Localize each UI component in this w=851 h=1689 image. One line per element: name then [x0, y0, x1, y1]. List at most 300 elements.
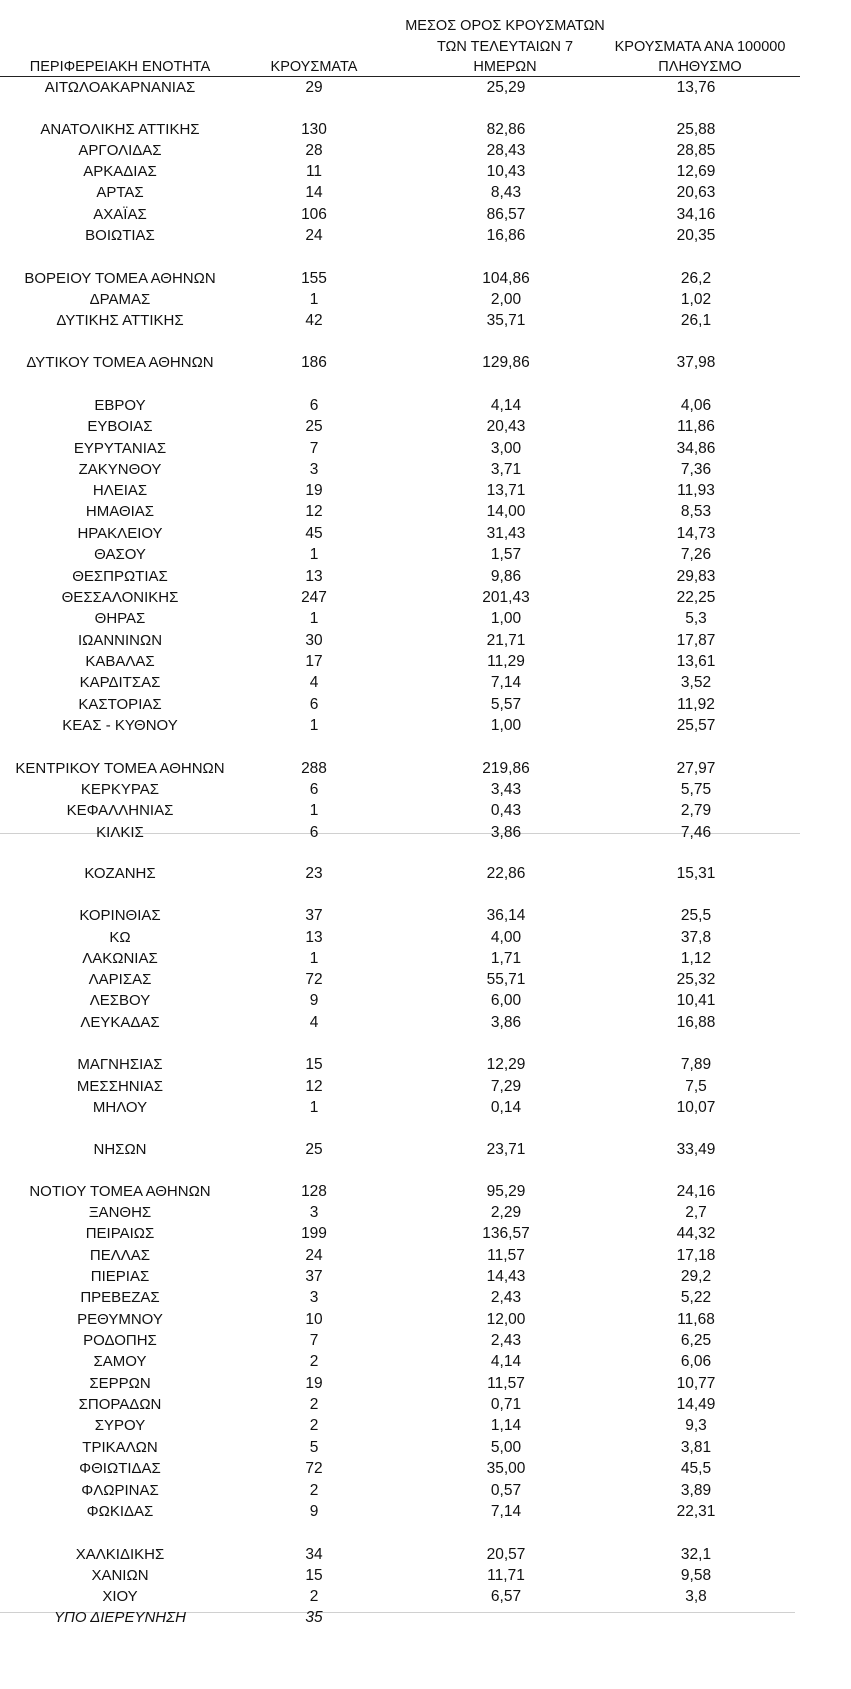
- cases-cell: 6: [309, 781, 319, 798]
- region-cell: ΘΑΣΟΥ: [94, 546, 146, 563]
- cases-cell: 155: [301, 270, 327, 287]
- avg7-cell: 2,43: [490, 1289, 522, 1306]
- avg7-cell: 0,57: [490, 1482, 522, 1499]
- cases-cell: 9: [309, 992, 319, 1009]
- region-cell: ΥΠΟ ΔΙΕΡΕΥΝΗΣΗ: [54, 1609, 186, 1626]
- region-cell: ΗΛΕΙΑΣ: [92, 482, 148, 499]
- per100k-cell: 4,06: [680, 397, 712, 414]
- cases-cell: 1: [309, 546, 319, 563]
- table-row: [0, 673, 800, 693]
- cases-cell: 6: [309, 696, 319, 713]
- table-row: [0, 823, 800, 843]
- region-cell: ΛΕΥΚΑΔΑΣ: [80, 1014, 160, 1031]
- avg7-cell: 9,86: [490, 568, 522, 585]
- region-cell: ΦΘΙΩΤΙΔΑΣ: [79, 1460, 161, 1477]
- avg7-cell: 0,43: [490, 802, 522, 819]
- avg7-cell: 20,57: [486, 1546, 526, 1563]
- table-row: [0, 1416, 800, 1436]
- per100k-cell: 17,18: [676, 1247, 716, 1264]
- region-cell: ΚΙΛΚΙΣ: [96, 824, 144, 841]
- per100k-cell: 7,5: [685, 1078, 707, 1095]
- cases-cell: 45: [305, 525, 323, 542]
- per100k-cell: 8,53: [680, 503, 712, 520]
- region-cell: ΚΑΡΔΙΤΣΑΣ: [79, 674, 161, 691]
- table-row: [0, 928, 800, 948]
- cases-cell: 2: [309, 1588, 319, 1605]
- avg7-cell: 35,00: [486, 1460, 526, 1477]
- region-cell: ΜΕΣΣΗΝΙΑΣ: [76, 1078, 164, 1095]
- cases-cell: 288: [301, 760, 327, 777]
- per100k-cell: 25,88: [676, 121, 716, 138]
- table-row: [0, 780, 800, 800]
- avg7-cell: 11,29: [487, 653, 525, 670]
- avg7-cell: 86,57: [486, 206, 526, 223]
- avg7-cell: 12,29: [486, 1056, 526, 1073]
- per100k-cell: 2,7: [685, 1204, 707, 1221]
- avg7-cell: 2,43: [490, 1332, 522, 1349]
- table-row: [0, 1438, 800, 1458]
- region-cell: ΒΟΡΕΙΟΥ ΤΟΜΕΑ ΑΘΗΝΩΝ: [24, 270, 216, 287]
- cases-cell: 2: [309, 1482, 319, 1499]
- table-row: [0, 1203, 800, 1223]
- per100k-cell: 12,69: [676, 163, 716, 180]
- per100k-cell: 44,32: [676, 1225, 716, 1242]
- avg7-cell: 14,00: [486, 503, 526, 520]
- avg7-cell: 55,71: [486, 971, 526, 988]
- per100k-cell: 5,75: [680, 781, 712, 798]
- header-per100k-line1: ΚΡΟΥΣΜΑΤΑ ΑΝΑ 100000: [614, 39, 786, 55]
- cases-cell: 29: [305, 79, 323, 96]
- per100k-cell: 5,3: [685, 610, 707, 627]
- per100k-cell: 11,86: [677, 418, 715, 435]
- region-cell: ΚΑΒΑΛΑΣ: [85, 653, 155, 670]
- cases-cell: 6: [309, 397, 319, 414]
- table-row: [0, 524, 800, 544]
- table-row: [0, 120, 800, 140]
- table-row: [0, 991, 800, 1011]
- cases-cell: 17: [305, 653, 323, 670]
- avg7-cell: 28,43: [486, 142, 526, 159]
- cases-cell: 24: [305, 1247, 323, 1264]
- region-cell: ΘΕΣΠΡΩΤΙΑΣ: [72, 568, 168, 585]
- per100k-cell: 25,5: [680, 907, 712, 924]
- region-cell: ΠΡΕΒΕΖΑΣ: [80, 1289, 160, 1306]
- per100k-cell: 37,8: [680, 929, 712, 946]
- region-cell: ΗΡΑΚΛΕΙΟΥ: [77, 525, 163, 542]
- table-row: [0, 1352, 800, 1372]
- table-row: [0, 183, 800, 203]
- avg7-cell: 3,71: [490, 461, 522, 478]
- cases-cell: 12: [305, 1078, 323, 1095]
- region-cell: ΗΜΑΘΙΑΣ: [85, 503, 155, 520]
- cases-cell: 25: [305, 1141, 323, 1158]
- per100k-cell: 13,76: [676, 79, 716, 96]
- region-cell: ΝΟΤΙΟΥ ΤΟΜΕΑ ΑΘΗΝΩΝ: [29, 1183, 211, 1200]
- region-cell: ΔΡΑΜΑΣ: [89, 291, 151, 308]
- cases-cell: 25: [305, 418, 323, 435]
- region-cell: ΦΩΚΙΔΑΣ: [86, 1503, 154, 1520]
- region-cell: ΑΝΑΤΟΛΙΚΗΣ ΑΤΤΙΚΗΣ: [40, 121, 200, 138]
- avg7-cell: 3,43: [490, 781, 522, 798]
- region-cell: ΠΕΙΡΑΙΩΣ: [85, 1225, 155, 1242]
- region-cell: ΤΡΙΚΑΛΩΝ: [82, 1439, 158, 1456]
- per100k-cell: 24,16: [676, 1183, 716, 1200]
- table-row: [0, 417, 800, 437]
- cases-cell: 1: [309, 717, 319, 734]
- cases-cell: 6: [309, 824, 319, 841]
- cases-cell: 2: [309, 1353, 319, 1370]
- cases-cell: 4: [309, 1014, 319, 1031]
- region-cell: ΝΗΣΩΝ: [93, 1141, 147, 1158]
- region-cell: ΜΗΛΟΥ: [92, 1099, 148, 1116]
- per100k-cell: 11,92: [677, 696, 715, 713]
- table-row: [0, 759, 800, 779]
- avg7-cell: 2,00: [490, 291, 522, 308]
- table-row: [0, 1310, 800, 1330]
- table-row: [0, 1246, 800, 1266]
- table-row: [0, 1267, 800, 1287]
- region-cell: ΑΡΚΑΔΙΑΣ: [83, 163, 157, 180]
- avg7-cell: 35,71: [486, 312, 526, 329]
- per100k-cell: 10,41: [676, 992, 716, 1009]
- avg7-cell: 7,14: [490, 674, 522, 691]
- region-cell: ΚΕΡΚΥΡΑΣ: [80, 781, 160, 798]
- region-cell: ΔΥΤΙΚΗΣ ΑΤΤΙΚΗΣ: [56, 312, 184, 329]
- avg7-cell: 12,00: [486, 1311, 526, 1328]
- cases-cell: 130: [301, 121, 327, 138]
- per100k-cell: 7,36: [680, 461, 712, 478]
- cases-cell: 1: [309, 802, 319, 819]
- per100k-cell: 6,25: [680, 1332, 712, 1349]
- avg7-cell: 5,57: [490, 696, 522, 713]
- table-row: [0, 631, 800, 651]
- per100k-cell: 32,1: [680, 1546, 712, 1563]
- table-row: [0, 567, 800, 587]
- avg7-cell: 3,86: [490, 824, 522, 841]
- cases-cell: 2: [309, 1396, 319, 1413]
- avg7-cell: 7,29: [490, 1078, 522, 1095]
- avg7-cell: 1,71: [490, 950, 522, 967]
- region-cell: ΣΥΡΟΥ: [94, 1417, 146, 1434]
- per100k-cell: 3,8: [685, 1588, 707, 1605]
- region-cell: ΑΧΑΪΑΣ: [93, 206, 147, 223]
- table-row: [0, 1502, 800, 1522]
- table-row: [0, 716, 800, 736]
- avg7-cell: 4,00: [490, 929, 522, 946]
- region-cell: ΕΥΡΥΤΑΝΙΑΣ: [73, 440, 167, 457]
- avg7-cell: 20,43: [486, 418, 526, 435]
- avg7-cell: 5,00: [490, 1439, 522, 1456]
- table-row: [0, 1077, 800, 1097]
- region-cell: ΦΛΩΡΙΝΑΣ: [81, 1482, 159, 1499]
- per100k-cell: 13,61: [676, 653, 716, 670]
- table-row: [0, 1608, 800, 1628]
- avg7-cell: 25,29: [486, 79, 526, 96]
- cases-cell: 3: [309, 461, 319, 478]
- table-row: [0, 141, 800, 161]
- cases-cell: 19: [305, 482, 323, 499]
- region-cell: ΛΕΣΒΟΥ: [89, 992, 151, 1009]
- per100k-cell: 29,2: [680, 1268, 712, 1285]
- region-cell: ΚΕΦΑΛΛΗΝΙΑΣ: [66, 802, 174, 819]
- per100k-cell: 26,2: [680, 270, 712, 287]
- avg7-cell: 1,14: [490, 1417, 522, 1434]
- region-cell: ΡΟΔΟΠΗΣ: [83, 1332, 157, 1349]
- per100k-cell: 22,25: [676, 589, 716, 606]
- per100k-cell: 33,49: [676, 1141, 716, 1158]
- per100k-cell: 34,86: [676, 440, 716, 457]
- avg7-cell: 6,57: [490, 1588, 522, 1605]
- table-row: [0, 1459, 800, 1479]
- per100k-cell: 20,63: [676, 184, 716, 201]
- table-row: [0, 1566, 800, 1586]
- per100k-cell: 9,58: [680, 1567, 712, 1584]
- per100k-cell: 6,06: [680, 1353, 712, 1370]
- avg7-cell: 11,57: [487, 1247, 525, 1264]
- cases-cell: 106: [301, 206, 327, 223]
- per100k-cell: 14,73: [676, 525, 716, 542]
- per100k-cell: 7,89: [680, 1056, 712, 1073]
- avg7-cell: 0,14: [490, 1099, 522, 1116]
- region-cell: ΣΠΟΡΑΔΩΝ: [78, 1396, 162, 1413]
- avg7-cell: 11,57: [487, 1375, 525, 1392]
- region-cell: ΧΙΟΥ: [102, 1588, 138, 1605]
- avg7-cell: 16,86: [486, 227, 526, 244]
- region-cell: ΚΟΖΑΝΗΣ: [84, 865, 156, 882]
- avg7-cell: 3,86: [490, 1014, 522, 1031]
- region-cell: ΕΥΒΟΙΑΣ: [87, 418, 153, 435]
- cases-cell: 4: [309, 674, 319, 691]
- avg7-cell: 3,00: [490, 440, 522, 457]
- avg7-cell: 8,43: [490, 184, 522, 201]
- per100k-cell: 37,98: [676, 354, 716, 371]
- avg7-cell: 95,29: [486, 1183, 526, 1200]
- per100k-cell: 7,26: [680, 546, 712, 563]
- per100k-cell: 9,3: [685, 1417, 707, 1434]
- region-cell: ΘΕΣΣΑΛΟΝΙΚΗΣ: [61, 589, 179, 606]
- cases-cell: 15: [305, 1056, 323, 1073]
- region-cell: ΚΟΡΙΝΘΙΑΣ: [79, 907, 161, 924]
- cases-cell: 199: [301, 1225, 327, 1242]
- per100k-cell: 1,12: [680, 950, 712, 967]
- avg7-cell: 1,00: [490, 610, 522, 627]
- cases-cell: 1: [309, 291, 319, 308]
- region-cell: ΣΑΜΟΥ: [93, 1353, 147, 1370]
- per100k-cell: 11,93: [677, 482, 715, 499]
- per100k-cell: 1,02: [680, 291, 712, 308]
- cases-cell: 34: [305, 1546, 323, 1563]
- table-row: [0, 1395, 800, 1415]
- table-row: [0, 949, 800, 969]
- cases-cell: 3: [309, 1204, 319, 1221]
- table-row: [0, 1587, 800, 1607]
- region-cell: ΑΡΤΑΣ: [96, 184, 144, 201]
- avg7-cell: 104,86: [482, 270, 530, 287]
- cases-cell: 1: [309, 950, 319, 967]
- cases-cell: 247: [301, 589, 327, 606]
- cases-cell: 37: [305, 1268, 323, 1285]
- table-row: [0, 290, 800, 310]
- region-cell: ΧΑΝΙΩΝ: [91, 1567, 149, 1584]
- avg7-cell: 219,86: [482, 760, 530, 777]
- region-cell: ΒΟΙΩΤΙΑΣ: [85, 227, 155, 244]
- table-row: [0, 1288, 800, 1308]
- table-row: [0, 353, 800, 373]
- cases-cell: 28: [305, 142, 323, 159]
- header-avg7-line3: ΗΜΕΡΩΝ: [473, 59, 537, 75]
- avg7-cell: 82,86: [486, 121, 526, 138]
- avg7-cell: 22,86: [486, 865, 526, 882]
- header-per100k-line2: ΠΛΗΘΥΣΜΟ: [658, 59, 742, 75]
- cases-cell: 1: [309, 1099, 319, 1116]
- header-avg7-line1: ΜΕΣΟΣ ΟΡΟΣ ΚΡΟΥΣΜΑΤΩΝ: [405, 18, 605, 34]
- per100k-cell: 5,22: [680, 1289, 712, 1306]
- region-cell: ΞΑΝΘΗΣ: [88, 1204, 152, 1221]
- region-cell: ΕΒΡΟΥ: [94, 397, 146, 414]
- table-row: [0, 906, 800, 926]
- per100k-cell: 7,46: [680, 824, 712, 841]
- region-cell: ΖΑΚΥΝΘΟΥ: [78, 461, 162, 478]
- per100k-cell: 3,81: [680, 1439, 712, 1456]
- table-row: [0, 396, 800, 416]
- table-row: [0, 269, 800, 289]
- avg7-cell: 23,71: [486, 1141, 526, 1158]
- per100k-cell: 22,31: [676, 1503, 716, 1520]
- cases-cell: 7: [309, 440, 319, 457]
- per100k-cell: 16,88: [676, 1014, 716, 1031]
- header-region: ΠΕΡΙΦΕΡΕΙΑΚΗ ΕΝΟΤΗΤΑ: [29, 59, 211, 75]
- region-cell: ΑΙΤΩΛΟΑΚΑΡΝΑΝΙΑΣ: [44, 79, 196, 96]
- per100k-cell: 45,5: [680, 1460, 712, 1477]
- region-cell: ΚΩ: [109, 929, 131, 946]
- per100k-cell: 28,85: [676, 142, 716, 159]
- table-row: [0, 311, 800, 331]
- table-row: [0, 1545, 800, 1565]
- avg7-cell: 36,14: [486, 907, 526, 924]
- region-cell: ΧΑΛΚΙΔΙΚΗΣ: [75, 1546, 165, 1563]
- table-row: [0, 652, 800, 672]
- table-row: [0, 609, 800, 629]
- cases-cell: 72: [305, 1460, 323, 1477]
- table-row: [0, 1182, 800, 1202]
- table-row: [0, 1055, 800, 1075]
- cases-cell: 19: [305, 1375, 323, 1392]
- avg7-cell: 4,14: [490, 1353, 522, 1370]
- per100k-cell: 15,31: [676, 865, 716, 882]
- cases-cell: 13: [305, 568, 323, 585]
- table-row: [0, 801, 800, 821]
- per100k-cell: 2,79: [680, 802, 712, 819]
- cases-cell: 128: [301, 1183, 327, 1200]
- cases-cell: 13: [305, 929, 323, 946]
- per100k-cell: 27,97: [676, 760, 716, 777]
- region-cell: ΡΕΘΥΜΝΟΥ: [77, 1311, 163, 1328]
- cases-cell: 9: [309, 1503, 319, 1520]
- region-cell: ΛΑΚΩΝΙΑΣ: [82, 950, 158, 967]
- table-row: [0, 1224, 800, 1244]
- cases-cell: 72: [305, 971, 323, 988]
- avg7-cell: 2,29: [490, 1204, 522, 1221]
- table-row: [0, 439, 800, 459]
- region-cell: ΑΡΓΟΛΙΔΑΣ: [78, 142, 162, 159]
- cases-cell: 42: [305, 312, 323, 329]
- table-row: [0, 1481, 800, 1501]
- per100k-cell: 10,77: [676, 1375, 716, 1392]
- cases-cell: 35: [305, 1609, 323, 1626]
- avg7-cell: 14,43: [486, 1268, 526, 1285]
- cases-cell: 3: [309, 1289, 319, 1306]
- header-cases: ΚΡΟΥΣΜΑΤΑ: [270, 59, 358, 75]
- cases-cell: 2: [309, 1417, 319, 1434]
- table-row: [0, 970, 800, 990]
- cases-cell: 37: [305, 907, 323, 924]
- region-cell: ΠΕΛΛΑΣ: [89, 1247, 151, 1264]
- per100k-cell: 34,16: [676, 206, 716, 223]
- table-row: [0, 460, 800, 480]
- table-row: [0, 78, 800, 98]
- region-cell: ΙΩΑΝΝΙΝΩΝ: [77, 632, 163, 649]
- region-cell: ΜΑΓΝΗΣΙΑΣ: [77, 1056, 163, 1073]
- table-row: [0, 695, 800, 715]
- header-avg7-line2: ΤΩΝ ΤΕΛΕΥΤΑΙΩΝ 7: [436, 39, 574, 55]
- region-cell: ΣΕΡΡΩΝ: [89, 1375, 151, 1392]
- table-row: [0, 1140, 800, 1160]
- per100k-cell: 3,89: [680, 1482, 712, 1499]
- table-row: [0, 226, 800, 246]
- per100k-cell: 14,49: [676, 1396, 716, 1413]
- cases-cell: 11: [305, 163, 323, 180]
- region-cell: ΔΥΤΙΚΟΥ ΤΟΜΕΑ ΑΘΗΝΩΝ: [26, 354, 214, 371]
- cases-cell: 7: [309, 1332, 319, 1349]
- header-divider: [0, 76, 800, 77]
- per100k-cell: 17,87: [676, 632, 716, 649]
- avg7-cell: 201,43: [482, 589, 530, 606]
- table-row: [0, 481, 800, 501]
- table-row: [0, 1331, 800, 1351]
- table-row: [0, 588, 800, 608]
- table-row: [0, 162, 800, 182]
- table-row: [0, 1374, 800, 1394]
- cases-cell: 30: [305, 632, 323, 649]
- cases-cell: 24: [305, 227, 323, 244]
- avg7-cell: 13,71: [486, 482, 526, 499]
- avg7-cell: 11,71: [487, 1567, 525, 1584]
- cases-cell: 5: [309, 1439, 319, 1456]
- region-cell: ΠΙΕΡΙΑΣ: [90, 1268, 150, 1285]
- per100k-cell: 29,83: [676, 568, 716, 585]
- avg7-cell: 10,43: [486, 163, 526, 180]
- cases-cell: 14: [305, 184, 323, 201]
- avg7-cell: 1,00: [490, 717, 522, 734]
- cases-cell: 12: [305, 503, 323, 520]
- region-cell: ΚΕΝΤΡΙΚΟΥ ΤΟΜΕΑ ΑΘΗΝΩΝ: [15, 760, 225, 777]
- cases-cell: 15: [305, 1567, 323, 1584]
- table-row: [0, 864, 800, 884]
- avg7-cell: 7,14: [490, 1503, 522, 1520]
- per100k-cell: 3,52: [680, 674, 712, 691]
- region-cell: ΛΑΡΙΣΑΣ: [88, 971, 152, 988]
- avg7-cell: 1,57: [490, 546, 522, 563]
- avg7-cell: 129,86: [482, 354, 530, 371]
- per100k-cell: 25,57: [676, 717, 716, 734]
- region-cell: ΚΑΣΤΟΡΙΑΣ: [78, 696, 162, 713]
- per100k-cell: 20,35: [676, 227, 716, 244]
- cases-cell: 186: [301, 354, 327, 371]
- table-row: [0, 1013, 800, 1033]
- table-row: [0, 502, 800, 522]
- cases-cell: 1: [309, 610, 319, 627]
- avg7-cell: 31,43: [486, 525, 526, 542]
